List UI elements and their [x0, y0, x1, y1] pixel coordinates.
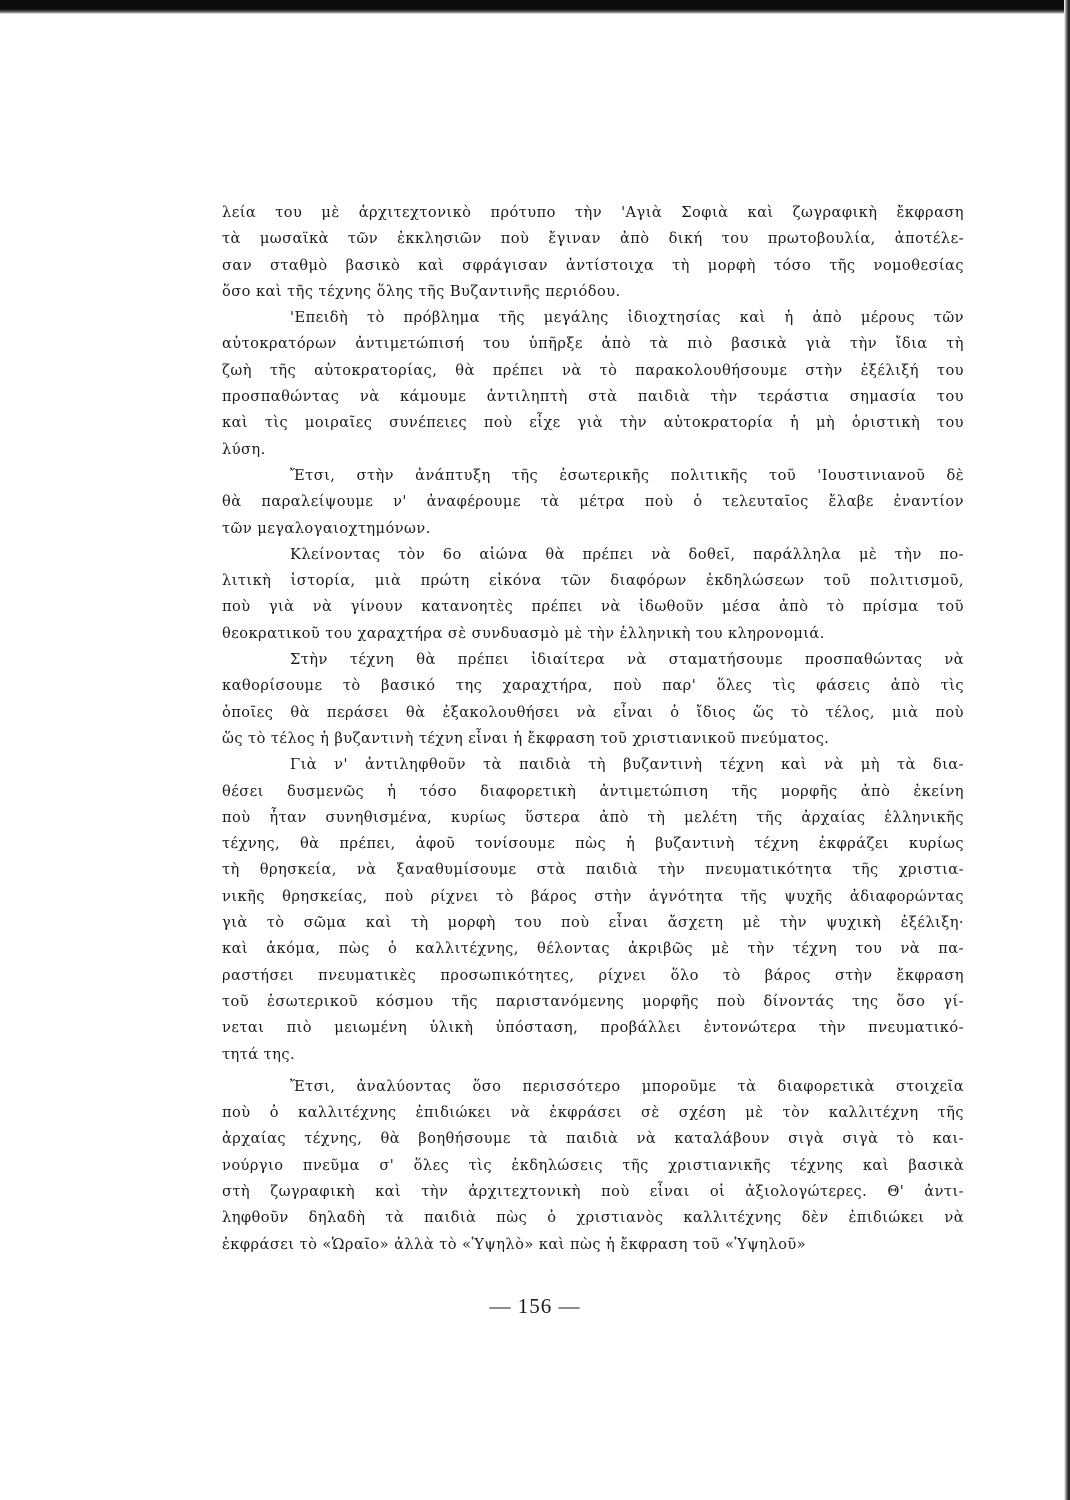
- text-line: θὰ παραλείψουμε ν' ἀναφέρουμε τὰ μέτρα ποὺ ὁ τελευταῖος ἔλαβε ἐναντίον: [222, 493, 964, 511]
- text-line: τὰ μωσαϊκὰ τῶν ἐκκλησιῶν ποὺ ἔγιναν ἀπὸ δική του πρωτοβουλία, ἀποτέλε-: [222, 230, 964, 248]
- scan-edge-right: [1064, 0, 1070, 1500]
- paragraph: [222, 200, 964, 305]
- text-line: νικῆς θρησκείας, ποὺ ρίχνει τὸ βάρος στὴν ἁγνότητα τῆς ψυχῆς ἀδιαφορώντας: [222, 887, 964, 905]
- text-line: τὴ θρησκεία, νὰ ξαναθυμίσουμε στὰ παιδιὰ τὴν πνευματικότητα τῆς χριστια-: [222, 861, 964, 879]
- paragraph: [222, 463, 964, 542]
- text-line: καθορίσουμε τὸ βασικό της χαραχτήρα, ποὺ παρ' ὅλες τὶς φάσεις ἀπὸ τὶς: [222, 677, 964, 695]
- text-line: τέχνης, θὰ πρέπει, ἀφοῦ τονίσουμε πὼς ἡ βυζαντινὴ τέχνη ἐκφράζει κυρίως: [222, 835, 964, 853]
- text-line: ζωὴ τῆς αὐτοκρατορίας, θὰ πρέπει νὰ τὸ παρακολουθήσουμε στὴν ἐξέλιξή του: [222, 361, 964, 379]
- text-line: ποὺ ὁ καλλιτέχνης ἐπιδιώκει νὰ ἐκφράσει σὲ σχέση μὲ τὸν καλλιτέχνη τῆς: [222, 1104, 964, 1122]
- paragraph: [222, 647, 964, 752]
- text-line: ραστήσει πνευματικὲς προσωπικότητες, ρίχνει ὅλο τὸ βάρος στὴν ἔκφραση: [222, 966, 964, 984]
- text-line: στὴ ζωγραφικὴ καὶ τὴν ἀρχιτεχτονικὴ ποὺ εἶναι οἱ ἀξιολογώτερες. Θ' ἀντι-: [222, 1182, 964, 1200]
- text-line: τητά της.: [222, 1045, 296, 1063]
- text-line: ὥς τὸ τέλος ἡ βυζαντινὴ τέχνη εἶναι ἡ ἔκφραση τοῦ χριστιανικοῦ πνεύματος.: [222, 729, 830, 747]
- text-line: λύση.: [222, 440, 266, 458]
- text-line: καὶ ἀκόμα, πὼς ὁ καλλιτέχνης, θέλοντας ἀκριβῶς μὲ τὴν τέχνη του νὰ πα-: [222, 940, 964, 958]
- text-line: λεία του μὲ ἀρχιτεχτονικὸ πρότυπο τὴν 'Αγιὰ Σοφιὰ καὶ ζωγραφικὴ ἔκφραση: [222, 204, 964, 221]
- text-line: Στὴν τέχνη θὰ πρέπει ἰδιαίτερα νὰ σταματήσουμε προσπαθώντας νὰ: [290, 651, 964, 669]
- text-line: σαν σταθμὸ βασικὸ καὶ σφράγισαν ἀντίστοιχα τὴ μορφὴ τόσο τῆς νομοθεσίας: [222, 256, 964, 274]
- text-line: νεται πιὸ μειωμένη ὑλικὴ ὑπόσταση, προβάλλει ἐντονώτερα τὴν πνευματικό-: [222, 1019, 964, 1037]
- text-line: ὅσο καὶ τῆς τέχνης ὅλης τῆς Βυζαντινῆς περιόδου.: [222, 282, 621, 300]
- text-line: θέσει δυσμενῶς ἡ τόσο διαφορετικὴ ἀντιμετώπιση τῆς μορφῆς ἀπὸ ἐκείνη: [222, 782, 964, 800]
- text-line: νούργιο πνεῦμα σ' ὅλες τὶς ἐκδηλώσεις τῆς χριστιανικῆς τέχνης καὶ βασικὰ: [222, 1156, 964, 1174]
- text-line: Ἔτσι, στὴν ἀνάπτυξη τῆς ἐσωτερικῆς πολιτικῆς τοῦ 'Ιουστινιανοῦ δὲ: [290, 466, 964, 484]
- text-line: ὁποῖες θὰ περάσει θὰ ἐξακολουθήσει νὰ εἶναι ὁ ἴδιος ὥς τὸ τέλος, μιὰ ποὺ: [222, 703, 964, 721]
- text-line: γιὰ τὸ σῶμα καὶ τὴ μορφὴ του ποὺ εἶναι ἄσχετη μὲ τὴν ψυχικὴ ἐξέλιξη·: [222, 914, 964, 932]
- paragraph: [222, 542, 964, 647]
- text-line: ληφθοῦν δηλαδὴ τὰ παιδιὰ πὼς ὁ χριστιανὸς καλλιτέχνης δὲν ἐπιδιώκει νὰ: [222, 1209, 964, 1227]
- text-line: ἀρχαίας τέχνης, θὰ βοηθήσουμε τὰ παιδιὰ νὰ καταλάβουν σιγὰ σιγὰ τὸ και-: [222, 1130, 964, 1148]
- text-line: 'Επειδὴ τὸ πρόβλημα τῆς μεγάλης ἰδιοχτησίας καὶ ἡ ἀπὸ μέρους τῶν: [290, 309, 964, 327]
- text-line: Κλείνοντας τὸν 6ο αἰώνα θὰ πρέπει νὰ δοθεῖ, παράλληλα μὲ τὴν πο-: [290, 545, 964, 563]
- text-line: ποὺ γιὰ νὰ γίνουν κατανοητὲς πρέπει νὰ ἰδωθοῦν μέσα ἀπὸ τὸ πρίσμα τοῦ: [222, 598, 964, 616]
- text-line: ποὺ ἦταν συνηθισμένα, κυρίως ὕστερα ἀπὸ τὴ μελέτη τῆς ἀρχαίας ἑλληνικῆς: [222, 808, 964, 826]
- paragraph: [222, 752, 964, 1068]
- page-body: [222, 200, 964, 1258]
- paragraph: [222, 305, 964, 463]
- text-line: προσπαθώντας νὰ κάμουμε ἀντιληπτὴ στὰ παιδιὰ τὴν τεράστια σημασία του: [222, 388, 964, 406]
- text-line: θεοκρατικοῦ του χαραχτήρα σὲ συνδυασμὸ μὲ τὴν ἑλληνικὴ του κληρονομιά.: [222, 624, 825, 642]
- text-line: Ἔτσι, ἀναλύοντας ὅσο περισσότερο μποροῦμε τὰ διαφορετικὰ στοιχεῖα: [290, 1077, 964, 1095]
- text-line: αὐτοκρατόρων ἀντιμετώπισή του ὑπῆρξε ἀπὸ τὰ πιὸ βασικὰ γιὰ τὴν ἴδια τὴ: [222, 335, 964, 353]
- paragraph: [222, 1074, 964, 1258]
- text-line: λιτικὴ ἱστορία, μιὰ πρώτη εἰκόνα τῶν διαφόρων ἐκδηλώσεων τοῦ πολιτισμοῦ,: [222, 572, 964, 590]
- text-line: τοῦ ἐσωτερικοῦ κόσμου τῆς παριστανόμενης μορφῆς ποὺ δίνοντάς της ὅσο γί-: [222, 992, 964, 1010]
- scan-edge-top: [0, 0, 1070, 14]
- text-line: τῶν μεγαλογαιοχτημόνων.: [222, 519, 431, 537]
- text-line: καὶ τὶς μοιραῖες συνέπειες ποὺ εἶχε γιὰ τὴν αὐτοκρατορία ἡ μὴ ὁριστικὴ του: [222, 414, 964, 432]
- text-line: Γιὰ ν' ἀντιληφθοῦν τὰ παιδιὰ τὴ βυζαντινὴ τέχνη καὶ νὰ μὴ τὰ δια-: [290, 756, 964, 774]
- text-line: ἐκφράσει τὸ «Ὡραῖο» ἀλλὰ τὸ «Ὑψηλὸ» καὶ πὼς ἡ ἔκφραση τοῦ «Ὑψηλοῦ»: [222, 1235, 807, 1253]
- page-number: — 156 —: [489, 1294, 581, 1318]
